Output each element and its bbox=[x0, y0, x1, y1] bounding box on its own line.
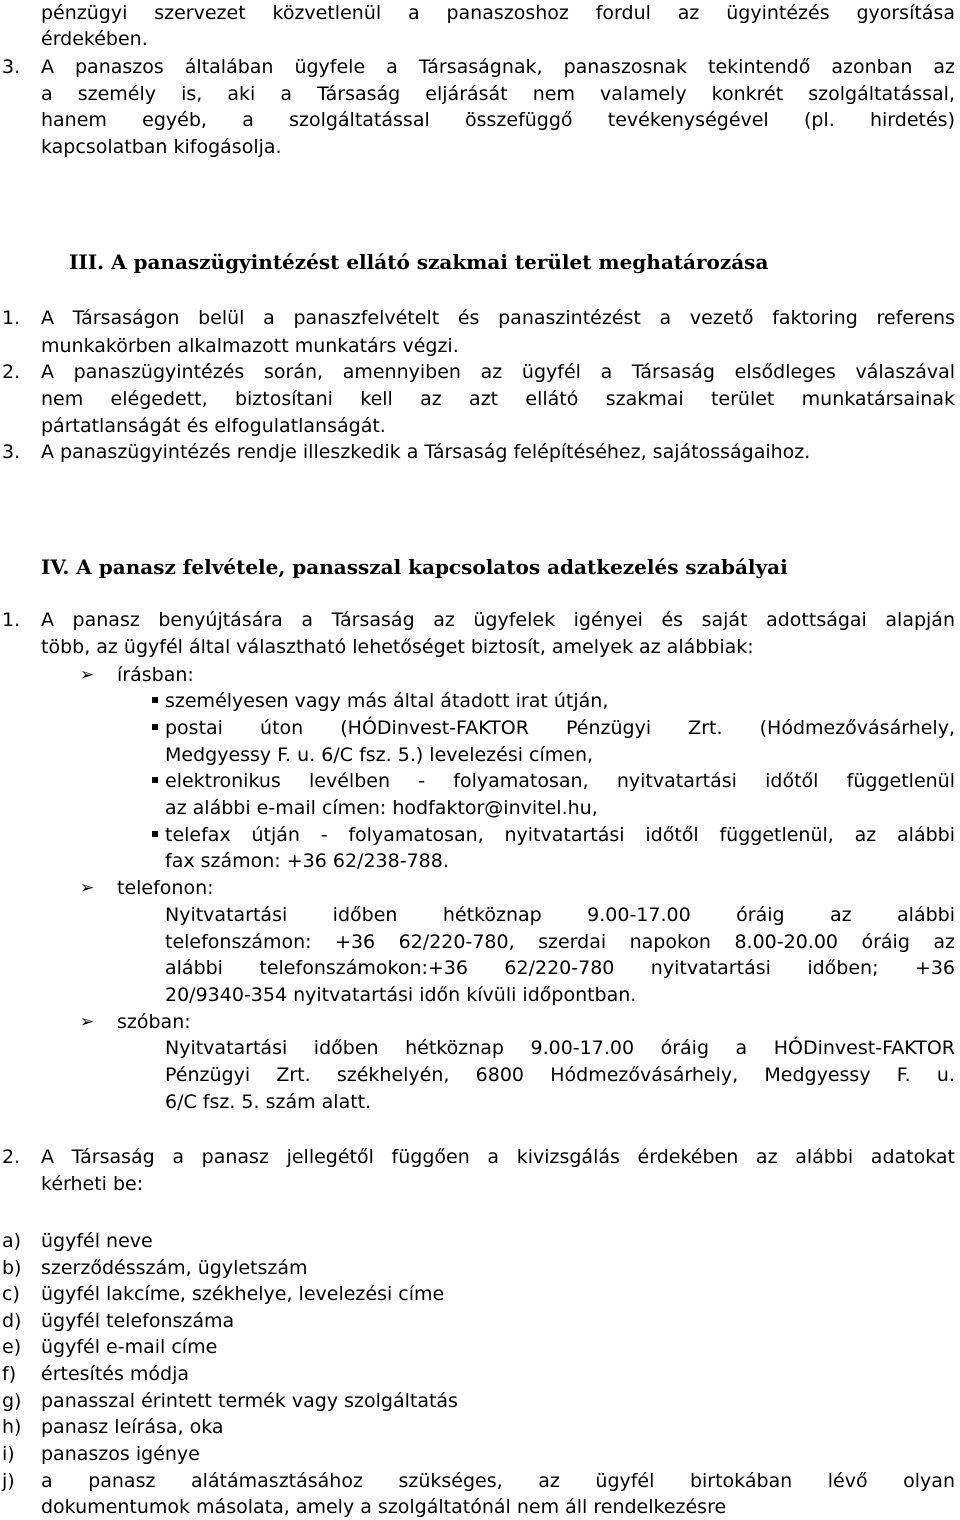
list-item: személyesen vagy más által átadott irat útján, bbox=[165, 690, 609, 712]
paragraph-line: Nyitvatartási időben hétköznap 9.00-17.00 óráig az alábbi bbox=[165, 904, 955, 926]
paragraph-line: A Társaságon belül a panaszfelvételt és panaszintézést a vezető faktoring referens bbox=[41, 307, 955, 329]
list-item: panasszal érintett termék vagy szolgáltatás bbox=[41, 1390, 458, 1412]
square-bullet-icon bbox=[152, 831, 158, 837]
item-number: 1. bbox=[2, 307, 21, 329]
item-number: 3. bbox=[2, 441, 21, 463]
list-item: Medgyessy F. u. 6/C fsz. 5.) levelezési címen, bbox=[165, 744, 594, 766]
paragraph-line: kérheti be: bbox=[41, 1173, 144, 1195]
channel-label: írásban: bbox=[117, 664, 194, 686]
paragraph-line: érdekében. bbox=[41, 28, 148, 50]
list-item: fax számon: +36 62/238-788. bbox=[165, 850, 449, 872]
list-item: szerződésszám, ügyletszám bbox=[41, 1257, 308, 1279]
paragraph-line: több, az ügyfél által választható lehetőséget biztosít, amelyek az alábbiak: bbox=[41, 636, 754, 658]
list-letter: f) bbox=[2, 1363, 17, 1385]
section-heading: III. A panaszügyintézést ellátó szakmai terület meghatározása bbox=[69, 250, 769, 274]
list-item: telefax útján - folyamatosan, nyitvatartási időtől függetlenül, az alábbi bbox=[165, 824, 955, 846]
list-letter: j) bbox=[2, 1470, 15, 1492]
paragraph-line: alábbi telefonszámokon:+36 62/220-780 nyitvatartási időben; +36 bbox=[165, 957, 955, 979]
list-item: panaszos igénye bbox=[41, 1443, 200, 1465]
paragraph-line: A panaszos általában ügyfele a Társaságnak, panaszosnak tekintendő azonban az bbox=[41, 56, 955, 78]
list-letter: h) bbox=[2, 1416, 22, 1438]
paragraph-line: pénzügyi szervezet közvetlenül a panaszoshoz fordul az ügyintézés gyorsítása bbox=[41, 2, 955, 24]
section-heading: IV. A panasz felvétele, panasszal kapcsolatos adatkezelés szabályai bbox=[41, 555, 788, 579]
list-letter: b) bbox=[2, 1257, 22, 1279]
list-item: ügyfél lakcíme, székhelye, levelezési címe bbox=[41, 1283, 445, 1305]
arrow-bullet-icon: ➢ bbox=[80, 1012, 95, 1032]
list-item: ügyfél neve bbox=[41, 1230, 153, 1252]
list-item: dokumentumok másolata, amely a szolgáltatónál nem áll rendelkezésre bbox=[41, 1496, 727, 1518]
list-letter: a) bbox=[2, 1230, 22, 1252]
list-letter: c) bbox=[2, 1283, 20, 1305]
paragraph-line: A Társaság a panasz jellegétől függően a kivizsgálás érdekében az alábbi adatokat bbox=[41, 1146, 955, 1168]
list-item: ügyfél telefonszáma bbox=[41, 1310, 235, 1332]
channel-label: telefonon: bbox=[117, 877, 214, 899]
paragraph-line: Nyitvatartási időben hétköznap 9.00-17.00 óráig a HÓDinvest-FAKTOR bbox=[165, 1037, 955, 1059]
paragraph-line: munkakörben alkalmazott munkatárs végzi. bbox=[41, 335, 459, 357]
paragraph-line: A panaszügyintézés során, amennyiben az ügyfél a Társaság elsődleges válaszával bbox=[41, 361, 955, 383]
list-item: postai úton (HÓDinvest-FAKTOR Pénzügyi Zrt. (Hódmezővásárhely, bbox=[165, 717, 955, 739]
paragraph-line: kapcsolatban kifogásolja. bbox=[41, 136, 282, 158]
paragraph-line: a személy is, aki a Társaság eljárását nem valamely konkrét szolgáltatással, bbox=[41, 83, 955, 105]
list-item: a panasz alátámasztásához szükséges, az ügyfél birtokában lévő olyan bbox=[41, 1470, 955, 1492]
paragraph-line: A panasz benyújtására a Társaság az ügyfelek igényei és saját adottságai alapján bbox=[41, 609, 955, 631]
list-letter: d) bbox=[2, 1310, 22, 1332]
paragraph-line: telefonszámon: +36 62/220-780, szerdai napokon 8.00-20.00 óráig az bbox=[165, 931, 955, 953]
list-letter: e) bbox=[2, 1336, 22, 1358]
list-item: értesítés módja bbox=[41, 1363, 190, 1385]
square-bullet-icon bbox=[152, 724, 158, 730]
item-number: 1. bbox=[2, 609, 21, 631]
paragraph-line: nem elégedett, biztosítani kell az azt ellátó szakmai terület munkatársainak bbox=[41, 388, 955, 410]
square-bullet-icon bbox=[152, 777, 158, 783]
paragraph-line: pártatlanságát és elfogulatlanságát. bbox=[41, 415, 386, 437]
paragraph-line: hanem egyéb, a szolgáltatással összefüggő tevékenységével (pl. hirdetés) bbox=[41, 109, 955, 131]
list-item: elektronikus levélben - folyamatosan, nyitvatartási időtől függetlenül bbox=[165, 770, 955, 792]
item-number: 2. bbox=[2, 1146, 21, 1168]
paragraph-line: Pénzügyi Zrt. székhelyén, 6800 Hódmezővásárhely, Medgyessy F. u. bbox=[165, 1064, 955, 1086]
list-item: panasz leírása, oka bbox=[41, 1416, 224, 1438]
list-item: az alábbi e-mail címen: hodfaktor@invitel.hu, bbox=[165, 797, 598, 819]
paragraph-line: A panaszügyintézés rendje illeszkedik a Társaság felépítéséhez, sajátosságaihoz. bbox=[41, 441, 811, 463]
list-letter: i) bbox=[2, 1443, 15, 1465]
list-item: ügyfél e-mail címe bbox=[41, 1336, 218, 1358]
item-number: 2. bbox=[2, 361, 21, 383]
paragraph-line: 6/C fsz. 5. szám alatt. bbox=[165, 1091, 372, 1113]
paragraph-line: 20/9340-354 nyitvatartási időn kívüli időpontban. bbox=[165, 984, 637, 1006]
channel-label: szóban: bbox=[117, 1011, 191, 1033]
square-bullet-icon bbox=[152, 697, 158, 703]
arrow-bullet-icon: ➢ bbox=[80, 665, 95, 685]
arrow-bullet-icon: ➢ bbox=[80, 878, 95, 898]
item-number: 3. bbox=[2, 56, 21, 78]
list-letter: g) bbox=[2, 1390, 22, 1412]
